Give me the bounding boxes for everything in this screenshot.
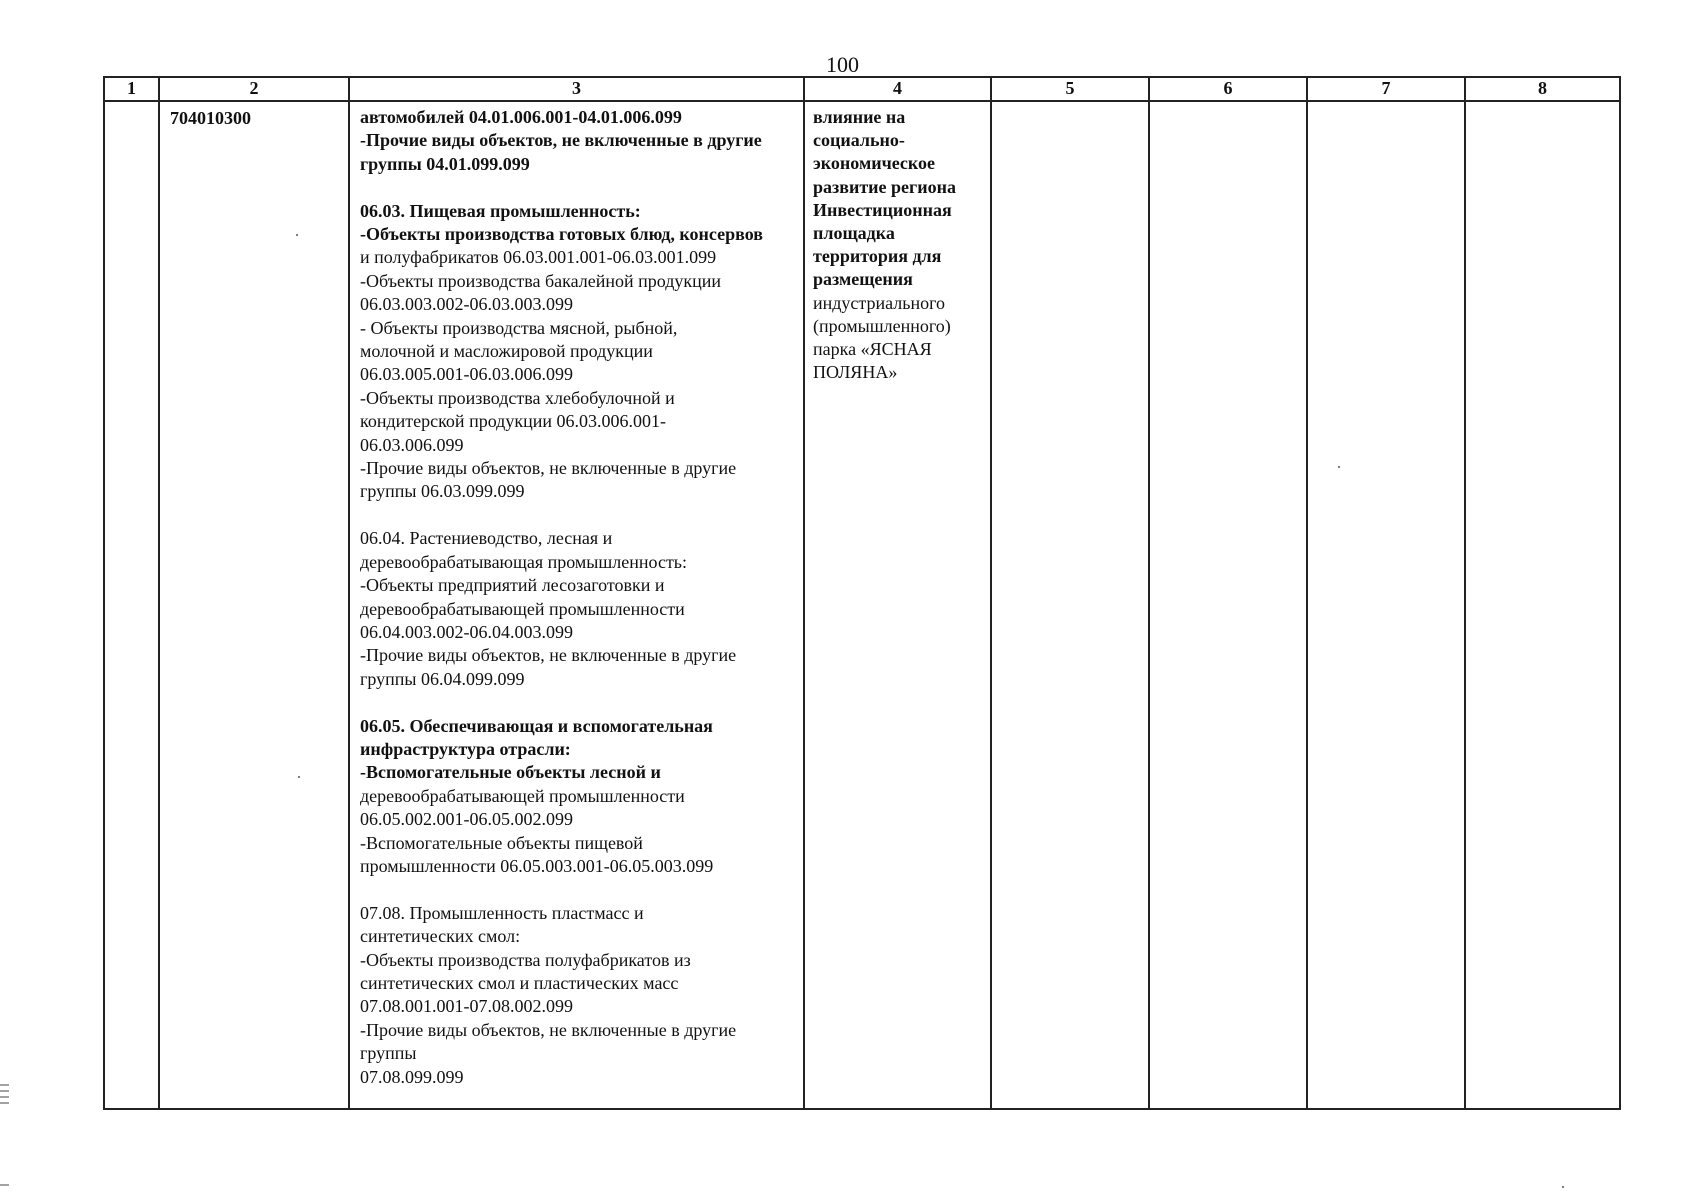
text-line: -Объекты производства бакалейной продукции <box>360 270 722 291</box>
text-line: группы <box>360 1043 417 1064</box>
document-table <box>103 76 1621 1110</box>
text-line: кондитерской продукции 06.03.006.001- <box>360 411 666 432</box>
text-line: -Вспомогательные объекты лесной и <box>360 762 661 783</box>
text-line: влияние на <box>813 107 906 127</box>
header-col-3: 3 <box>349 77 804 101</box>
cell-col-8 <box>1465 101 1620 1109</box>
text-line: 06.04. Растениеводство, лесная и <box>360 528 613 549</box>
text-line: территория для <box>813 246 942 267</box>
text-line: молочной и масложировой продукции <box>360 341 653 362</box>
text-line: -Объекты производства полуфабрикатов из <box>360 949 691 970</box>
text-line: деревообрабатывающей промышленности <box>360 598 685 619</box>
text-line: инфраструктура отрасли: <box>360 738 571 759</box>
header-col-7: 7 <box>1307 77 1465 101</box>
paragraph-gap <box>360 176 795 199</box>
text-line: -Вспомогательные объекты пищевой <box>360 832 643 853</box>
text-line: площадка <box>813 223 895 244</box>
text-line: (промышленного) <box>813 315 951 336</box>
text-line: -Прочие виды объектов, не включенные в другие <box>360 458 737 479</box>
text-line: -Объекты производства хлебобулочной и <box>360 387 675 408</box>
scan-speck <box>296 234 298 236</box>
text-line: группы 04.01.099.099 <box>360 153 530 174</box>
scan-speck <box>298 776 300 778</box>
text-line: 07.08.001.001-07.08.002.099 <box>360 996 573 1017</box>
scan-speck <box>1338 466 1340 468</box>
text-line: и полуфабрикатов 06.03.001.001-06.03.001.099 <box>360 247 717 268</box>
binding-lines-icon <box>0 1082 10 1108</box>
paragraph-gap <box>360 504 795 527</box>
scan-speck <box>1562 1186 1564 1188</box>
binding-mark <box>0 1082 10 1113</box>
text-line: развитие региона <box>813 176 956 197</box>
text-line: группы 06.04.099.099 <box>360 668 525 689</box>
cell-col-6 <box>1149 101 1307 1109</box>
paragraph-gap <box>360 691 795 714</box>
text-line: парка «ЯСНАЯ <box>813 339 932 360</box>
text-line: социально- <box>813 130 905 151</box>
text-line: 06.05.002.001-06.05.002.099 <box>360 809 573 830</box>
text-line: синтетических смол: <box>360 926 521 947</box>
cell-col-7 <box>1307 101 1465 1109</box>
header-col-8: 8 <box>1465 77 1620 101</box>
text-line: -Прочие виды объектов, не включенные в другие <box>360 1019 737 1040</box>
header-col-4: 4 <box>804 77 991 101</box>
dash-icon <box>0 1183 10 1187</box>
text-line: -Объекты производства готовых блюд, консервов <box>360 224 764 245</box>
header-row <box>104 77 1620 101</box>
text-line: индустриального <box>813 292 946 313</box>
text-line: -Прочие виды объектов, не включенные в другие <box>360 130 762 151</box>
object-code: 704010300 <box>159 101 349 1109</box>
page-number: 100 <box>826 52 859 77</box>
text-line: деревообрабатывающей промышленности <box>360 785 685 806</box>
header-col-5: 5 <box>991 77 1149 101</box>
text-line: - Объекты производства мясной, рыбной, <box>360 317 678 338</box>
header-col-1: 1 <box>104 77 159 101</box>
text-line: синтетических смол и пластических масс <box>360 972 679 993</box>
header-col-2: 2 <box>159 77 349 101</box>
text-line: 06.03.006.099 <box>360 434 464 455</box>
text-line: экономическое <box>813 153 936 174</box>
text-line: 06.05. Обеспечивающая и вспомогательная <box>360 715 713 736</box>
text-line: группы 06.03.099.099 <box>360 481 525 502</box>
object-description <box>349 101 804 1109</box>
text-line: 07.08. Промышленность пластмасс и <box>360 902 644 923</box>
text-line: промышленности 06.05.003.001-06.05.003.099 <box>360 855 714 876</box>
table-row <box>104 101 1620 1109</box>
text-line: размещения <box>813 269 913 290</box>
text-line: деревообрабатывающая промышленность: <box>360 551 688 572</box>
text-line: 07.08.099.099 <box>360 1066 464 1087</box>
cell-col-1 <box>104 101 159 1109</box>
impact-description <box>804 101 991 1109</box>
text-line: -Объекты предприятий лесозаготовки и <box>360 575 665 596</box>
text-line: 06.03.003.002-06.03.003.099 <box>360 294 573 315</box>
margin-dash <box>0 1176 10 1192</box>
cell-col-5 <box>991 101 1149 1109</box>
text-line: Инвестиционная <box>813 199 952 220</box>
paragraph-gap <box>360 878 795 901</box>
header-col-6: 6 <box>1149 77 1307 101</box>
text-line: -Прочие виды объектов, не включенные в другие <box>360 645 737 666</box>
text-line: 06.03.005.001-06.03.006.099 <box>360 364 573 385</box>
text-line: 06.04.003.002-06.04.003.099 <box>360 621 573 642</box>
text-line: автомобилей 04.01.006.001-04.01.006.099 <box>360 107 682 127</box>
text-line: ПОЛЯНА» <box>813 362 898 383</box>
text-line: 06.03. Пищевая промышленность: <box>360 200 641 221</box>
